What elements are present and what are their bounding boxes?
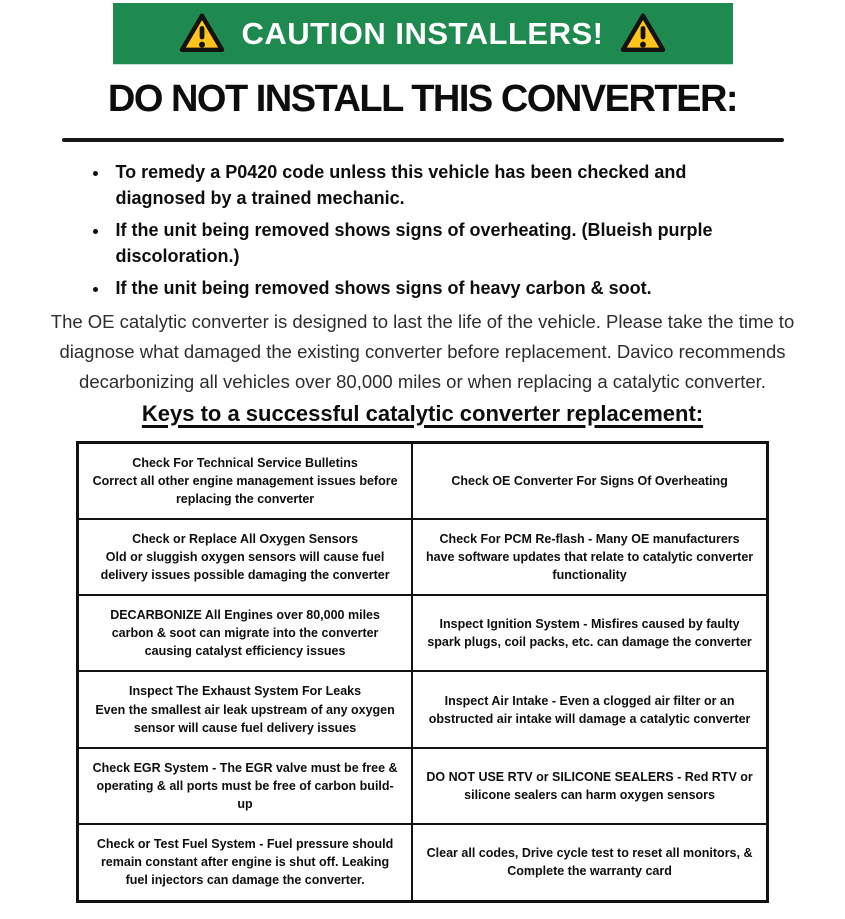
table-cell: [78, 442, 413, 519]
table-cell: [412, 595, 767, 671]
warning-triangle-icon: [619, 12, 667, 55]
cell-body: Inspect Air Intake - Even a clogged air filter or an obstructed air intake will damage a catalytic converter: [428, 693, 751, 726]
cell-body: DECARBONIZE All Engines over 80,000 miles carbon & soot can migrate into the converter causing catalyst efficiency issues: [110, 608, 380, 659]
warning-bullet-list: [84, 159, 762, 301]
replacement-keys-table: [76, 441, 769, 903]
banner-title: CAUTION INSTALLERS!: [241, 15, 604, 51]
table-cell: [412, 824, 767, 901]
caution-banner: [113, 3, 733, 64]
cell-title: Inspect The Exhaust System For Leaks: [129, 684, 362, 699]
table-row: [78, 824, 768, 901]
table-cell: [78, 671, 413, 747]
bullet-item: • If the unit being removed shows signs of heavy carbon & soot.: [110, 275, 762, 301]
cell-body: Check or Test Fuel System - Fuel pressure should remain constant after engine is shut off. Leaking fuel injectors can damage the converter.: [96, 837, 394, 888]
warning-triangle-icon: [178, 12, 226, 55]
table-row: [78, 519, 768, 595]
cell-body: Check For PCM Re-flash - Many OE manufacturers have software updates that relate to catalytic converter functionality: [425, 531, 754, 583]
cell-body: Inspect Ignition System - Misfires caused by faulty spark plugs, coil packs, etc. can damage the converter: [427, 617, 752, 650]
cell-body: Check EGR System - The EGR valve must be free & operating & all ports must be free of carbon build-up: [92, 760, 398, 811]
cell-body: Clear all codes, Drive cycle test to reset all monitors, & Complete the warranty card: [426, 846, 753, 879]
bullet-item: • To remedy a P0420 code unless this vehicle has been checked and diagnosed by a trained mechanic.: [110, 159, 762, 211]
main-heading: DO NOT INSTALL THIS CONVERTER:: [107, 78, 738, 120]
table-row: [78, 442, 768, 519]
table-cell: [78, 748, 413, 824]
caution-installer-flyer: [0, 3, 845, 919]
table-cell: [78, 519, 413, 595]
cell-body: Old or sluggish oxygen sensors will cause fuel delivery issues possible damaging the converter: [100, 549, 390, 583]
cell-title: Check or Replace All Oxygen Sensors: [132, 531, 359, 546]
cell-title: Check For Technical Service Bulletins: [132, 455, 358, 470]
divider-line: [62, 138, 784, 142]
cell-body: DO NOT USE RTV or SILICONE SEALERS - Red RTV or silicone sealers can harm oxygen sensors: [426, 769, 753, 802]
table-cell: [412, 519, 767, 595]
table-cell: [78, 824, 413, 901]
table-row: [78, 595, 768, 671]
table-cell: [412, 748, 767, 824]
cell-body: Even the smallest air leak upstream of any oxygen sensor will cause fuel delivery issues: [95, 702, 395, 735]
table-row: [78, 748, 768, 824]
advisory-paragraph: The OE catalytic converter is designed to last the life of the vehicle. Please take the time to diagnose what damaged the existing converter before replacement. Davico recommends decarbonizing all vehicles over 80,000 miles or when replacing a catalytic converter.: [50, 310, 795, 392]
cell-title: Check OE Converter For Signs Of Overheating: [451, 473, 728, 488]
table-cell: [412, 442, 767, 519]
table-row: [78, 671, 768, 747]
table-cell: [412, 671, 767, 747]
table-cell: [78, 595, 413, 671]
bullet-item: • If the unit being removed shows signs of overheating. (Blueish purple discoloration.): [110, 217, 762, 269]
keys-heading: Keys to a successful catalytic converter replacement:: [141, 400, 704, 426]
cell-body: Correct all other engine management issues before replacing the converter: [92, 473, 398, 506]
